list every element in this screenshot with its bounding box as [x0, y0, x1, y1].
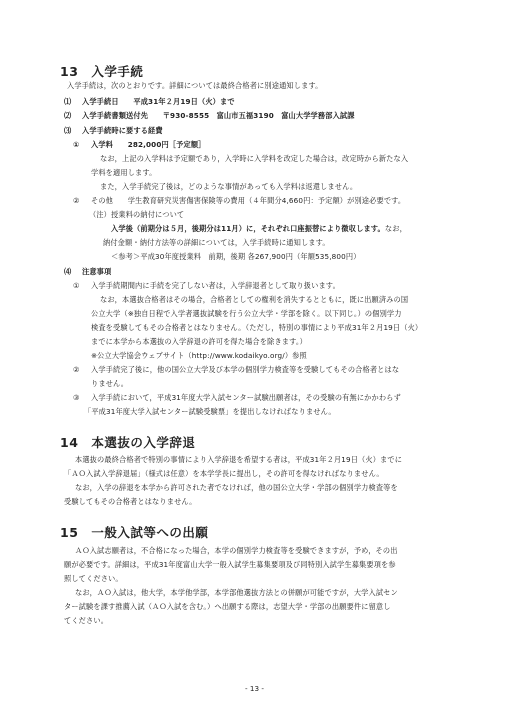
item-1-text: 入学手続日 平成31年２月19日（火）まで: [82, 97, 235, 106]
item-3-number: ⑶: [64, 126, 72, 135]
section-15-paragraph-line: てください。: [64, 616, 109, 625]
section-13-heading: 13 入学手続: [60, 64, 144, 79]
item-4-number: ⑷: [64, 267, 72, 276]
cost-2-number: ②: [73, 196, 80, 205]
notice-1-line: 検査を受験してもその合格者とはなりません。（ただし，特別の事情により平成31年２月19日（火）: [91, 323, 423, 332]
section-14-paragraph-line: 本選抜の最終合格者で特別の事情により入学辞退を希望する者は，平成31年２月19日（火）までに: [75, 455, 403, 464]
notice-2-line: 入学手続完了後に，他の国公立大学及び本学の個別学力検査等を受験してもその合格者とはな: [91, 365, 400, 374]
notice-2-number: ②: [73, 365, 80, 374]
notice-1-line: までに本学から本選抜の入学辞退の許可を得た場合を除きます。）: [91, 337, 307, 346]
item-2-number: ⑵: [64, 111, 72, 120]
section-15-paragraph-line: ター試験を課す推薦入試（ＡＯ入試を含む。）へ出願する際は，志望大学・学部の出願要件に留意し: [64, 602, 391, 611]
notice-2-line: りません。: [91, 379, 129, 388]
section-15-paragraph-line: 願が必要です。詳細は，平成31年度富山大学一般入試学生募集要項及び同特別入試学生募集要項を参: [64, 560, 396, 569]
item-3-text: 入学手続時に要する経費: [82, 126, 163, 135]
section-15-paragraph-line: 照してください。: [64, 574, 123, 583]
section-15-heading: 15 一般入試等への出願: [60, 525, 209, 540]
item-2-text: 入学手続書類送付先 〒930-8555 富山市五福3190 富山大学学務部入試課: [82, 111, 355, 120]
section-15-paragraph-line: なお，ＡＯ入試は，他大学，本学他学部，本学部他選抜方法との併願が可能ですが，大学入試セン: [75, 588, 398, 597]
notice-1-number: ①: [73, 281, 80, 290]
tuition-collection-rest: なお，: [384, 224, 407, 233]
tuition-note-label: （注）授業料の納付について: [89, 210, 185, 219]
notice-1-line: なお，本選抜合格者はその場合，合格者としての権利を消失するとともに，既に出願済みの国: [100, 295, 409, 304]
section-14-paragraph-line: 「ＡＯ入試入学辞退届」（様式は任意）を本学学長に提出し，その許可を得なければなりません。: [64, 469, 384, 478]
notice-1-line: 入学手続期間内に手続を完了しない者は，入学辞退者として取り扱います。: [91, 281, 340, 290]
section-13-intro: 入学手続は，次のとおりです。詳細については最終合格者に別途通知します。: [67, 81, 323, 90]
notice-3-number: ③: [73, 393, 80, 402]
item-1-number: ⑴: [64, 97, 72, 106]
section-14-heading: 14 本選抜の入学辞退: [60, 435, 196, 450]
cost-1-text: 入学料 282,000円［予定額］: [91, 140, 206, 149]
notice-1-line: 公立大学（※独自日程で入学者選抜試験を行う公立大学・学部を除く。以下同じ。）の個別学力: [91, 309, 402, 318]
cost-1-note-line: 学料を適用します。: [91, 168, 157, 177]
cost-1-note-line: また，入学手続完了後は，どのような事情があっても入学料は返還しません。: [100, 182, 358, 191]
section-14-paragraph-line: なお，入学の辞退を本学から許可された者でなければ，他の国公立大学・学部の個別学力検査等を: [75, 483, 398, 492]
section-14-paragraph-line: 受験してもその合格者とはなりません。: [64, 497, 197, 506]
cost-1-note-line: なお，上記の入学料は予定額であり，入学時に入学料を改定した場合は，改定時から新たな入: [100, 154, 409, 163]
tuition-reference: ＜参考＞平成30年度授業料 前期，後期 各267,900円（年額535,800円）: [111, 252, 361, 261]
cost-1-number: ①: [73, 140, 80, 149]
cost-2-text: その他 学生教育研究災害傷害保険等の費用（４年間分4,660円：予定額）が別途必要です。: [91, 196, 406, 205]
notice-1-website-note: ※公立大学協会ウェブサイト（http://www.kodaikyo.org/）参照: [91, 351, 307, 360]
item-4-text: 注意事項: [82, 267, 112, 276]
tuition-collection-bold: 入学後（前期分は５月，後期分は11月）に，それぞれ口座振替により徴収します。: [111, 224, 385, 233]
tuition-note-line: [111, 224, 407, 234]
notice-3-line: 入学手続において，平成31年度大学入試センター試験出願者は，その受験の有無にかかわらず: [91, 393, 401, 402]
page-number: - 13 -: [245, 684, 264, 693]
notice-3-line: 「平成31年度大学入試センター試験受験票」を提出しなければなりません。: [84, 407, 336, 416]
section-15-paragraph-line: ＡＯ入試志願者は，不合格になった場合，本学の個別学力検査等を受験できますが，予め，その出: [75, 546, 398, 555]
tuition-note-line: 納付金額・納付方法等の詳細については，入学手続時に通知します。: [103, 238, 330, 247]
